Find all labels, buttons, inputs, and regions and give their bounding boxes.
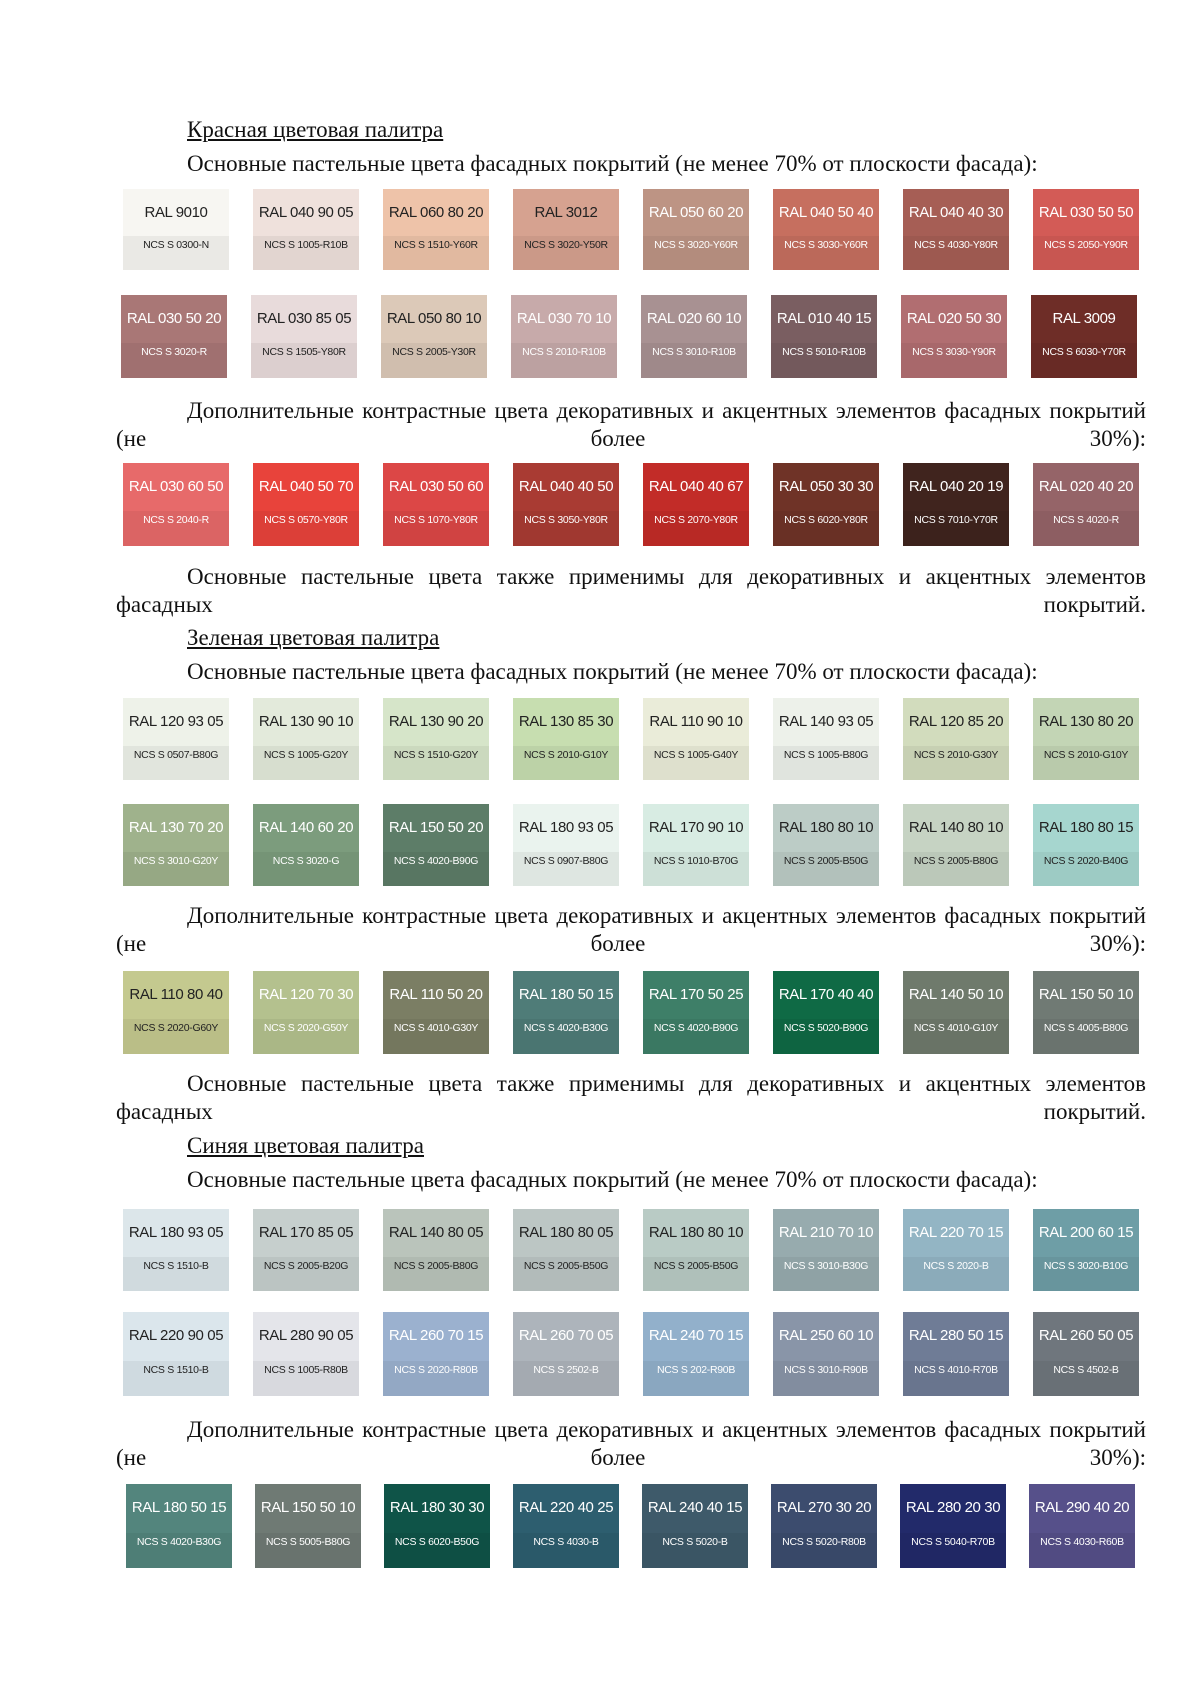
swatch-ncs-code: NCS S 2005-B50G — [523, 1260, 609, 1272]
color-swatch — [253, 698, 359, 780]
swatch-ral-code: RAL 130 85 30 — [518, 713, 614, 730]
swatch-ral-code: RAL 040 40 50 — [518, 478, 614, 495]
swatch-ncs-code: NCS S 2502-B — [533, 1364, 599, 1376]
swatch-ral-code: RAL 010 40 15 — [776, 310, 872, 327]
swatch-ncs-code: NCS S 2020-G50Y — [263, 1022, 349, 1034]
color-swatch — [123, 463, 229, 546]
color-swatch — [126, 1484, 232, 1568]
swatch-ral-code: RAL 150 50 10 — [1038, 986, 1134, 1003]
color-swatch — [771, 295, 877, 378]
red-outro: Основные пастельные цвета также применимы для декоративных и акцентных элементов фасадных покрытий. — [116, 564, 1146, 617]
swatch-ncs-code: NCS S 0300-N — [143, 239, 209, 251]
swatch-ral-code: RAL 170 90 10 — [648, 819, 744, 836]
swatch-ncs-code: NCS S 2020-G60Y — [133, 1022, 219, 1034]
color-swatch — [773, 189, 879, 270]
swatch-ncs-code: NCS S 2050-Y90R — [1044, 239, 1128, 251]
swatch-ncs-code: NCS S 1010-B70G — [653, 855, 739, 867]
swatch-ral-code: RAL 040 50 40 — [778, 204, 874, 221]
color-swatch — [123, 804, 229, 886]
swatch-ncs-code: NCS S 1005-G20Y — [263, 749, 349, 761]
blue-accent-intro: Дополнительные контрастные цвета декоративных и акцентных элементов фасадных покрытий (не более 30%): — [116, 1417, 1146, 1470]
swatch-ral-code: RAL 220 70 15 — [908, 1224, 1004, 1241]
color-swatch — [383, 1312, 489, 1396]
swatch-ncs-code: NCS S 5020-B — [662, 1536, 728, 1548]
green-palette-heading: Зеленая цветовая палитра — [187, 625, 440, 650]
swatch-ral-code: RAL 130 90 10 — [258, 713, 354, 730]
color-swatch — [513, 1209, 619, 1291]
swatch-ral-code: RAL 180 50 15 — [131, 1499, 227, 1516]
color-swatch — [1033, 804, 1139, 886]
color-swatch — [513, 971, 619, 1054]
color-swatch — [773, 1209, 879, 1291]
color-swatch — [513, 1312, 619, 1396]
red-main-row-2 — [0, 295, 1200, 378]
swatch-ral-code: RAL 140 80 10 — [908, 819, 1004, 836]
color-swatch — [123, 971, 229, 1054]
swatch-ncs-code: NCS S 1510-G20Y — [393, 749, 479, 761]
swatch-ncs-code: NCS S 4020-B90G — [393, 855, 479, 867]
blue-palette-heading: Синяя цветовая палитра — [187, 1133, 424, 1158]
swatch-ral-code: RAL 220 90 05 — [128, 1327, 224, 1344]
color-swatch — [642, 1484, 748, 1568]
color-swatch — [1033, 1209, 1139, 1291]
swatch-ral-code: RAL 150 50 10 — [260, 1499, 356, 1516]
swatch-ral-code: RAL 200 60 15 — [1038, 1224, 1134, 1241]
color-swatch — [901, 295, 1007, 378]
red-accent-intro: Дополнительные контрастные цвета декоративных и акцентных элементов фасадных покрытий (не более 30%): — [116, 398, 1146, 451]
color-swatch — [643, 463, 749, 546]
green-outro: Основные пастельные цвета также применимы для декоративных и акцентных элементов фасадных покрытий. — [116, 1071, 1146, 1124]
swatch-ncs-code: NCS S 3010-G20Y — [133, 855, 219, 867]
swatch-ncs-code: NCS S 2010-R10B — [522, 346, 606, 358]
color-swatch — [1033, 698, 1139, 780]
swatch-ral-code: RAL 180 93 05 — [518, 819, 614, 836]
color-swatch — [123, 698, 229, 780]
swatch-ncs-code: NCS S 4010-R70B — [914, 1364, 998, 1376]
swatch-ral-code: RAL 020 50 30 — [906, 310, 1002, 327]
swatch-ncs-code: NCS S 1505-Y80R — [262, 346, 346, 358]
swatch-ncs-code: NCS S 1005-R10B — [264, 239, 348, 251]
swatch-ral-code: RAL 240 70 15 — [648, 1327, 744, 1344]
swatch-ncs-code: NCS S 7010-Y70R — [914, 514, 998, 526]
red-palette-heading: Красная цветовая палитра — [187, 117, 444, 142]
swatch-ncs-code: NCS S 2005-B50G — [783, 855, 869, 867]
swatch-ral-code: RAL 180 30 30 — [389, 1499, 485, 1516]
color-swatch — [513, 463, 619, 546]
color-swatch — [771, 1484, 877, 1568]
color-swatch — [121, 295, 227, 378]
swatch-ncs-code: NCS S 202-R90B — [656, 1364, 736, 1376]
swatch-ncs-code: NCS S 3030-Y60R — [784, 239, 868, 251]
color-swatch — [773, 463, 879, 546]
color-swatch — [643, 971, 749, 1054]
swatch-ncs-code: NCS S 3050-Y80R — [524, 514, 608, 526]
color-swatch — [383, 189, 489, 270]
color-swatch — [643, 1209, 749, 1291]
swatch-ncs-code: NCS S 3020-B10G — [1043, 1260, 1129, 1272]
swatch-ncs-code: NCS S 6020-Y80R — [784, 514, 868, 526]
swatch-ral-code: RAL 130 80 20 — [1038, 713, 1134, 730]
swatch-ncs-code: NCS S 1005-R80B — [264, 1364, 348, 1376]
green-accent-intro: Дополнительные контрастные цвета декоративных и акцентных элементов фасадных покрытий (не более 30%): — [116, 903, 1146, 956]
swatch-ral-code: RAL 280 20 30 — [905, 1499, 1001, 1516]
color-swatch — [903, 1312, 1009, 1396]
swatch-ral-code: RAL 050 30 30 — [778, 478, 874, 495]
swatch-ral-code: RAL 260 50 05 — [1038, 1327, 1134, 1344]
swatch-ral-code: RAL 140 93 05 — [778, 713, 874, 730]
swatch-ncs-code: NCS S 2005-B80G — [913, 855, 999, 867]
swatch-ral-code: RAL 040 40 30 — [908, 204, 1004, 221]
swatch-ncs-code: NCS S 3020-G — [272, 855, 340, 867]
swatch-ral-code: RAL 260 70 05 — [518, 1327, 614, 1344]
swatch-ncs-code: NCS S 3010-R10B — [652, 346, 736, 358]
swatch-ncs-code: NCS S 2020-B40G — [1043, 855, 1129, 867]
color-swatch — [643, 1312, 749, 1396]
swatch-ral-code: RAL 120 85 20 — [908, 713, 1004, 730]
swatch-ncs-code: NCS S 0570-Y80R — [264, 514, 348, 526]
color-swatch — [383, 971, 489, 1054]
color-swatch — [253, 463, 359, 546]
swatch-ncs-code: NCS S 4020-B30G — [136, 1536, 222, 1548]
swatch-ral-code: RAL 060 80 20 — [388, 204, 484, 221]
swatch-ral-code: RAL 050 60 20 — [648, 204, 744, 221]
swatch-ral-code: RAL 110 50 20 — [389, 986, 483, 1003]
swatch-ncs-code: NCS S 4005-B80G — [1043, 1022, 1129, 1034]
swatch-ncs-code: NCS S 4030-R60B — [1040, 1536, 1124, 1548]
swatch-ral-code: RAL 170 50 25 — [648, 986, 744, 1003]
swatch-ral-code: RAL 120 93 05 — [128, 713, 224, 730]
color-swatch — [253, 1312, 359, 1396]
swatch-ncs-code: NCS S 5020-B90G — [783, 1022, 869, 1034]
swatch-ncs-code: NCS S 4010-G10Y — [913, 1022, 999, 1034]
swatch-ncs-code: NCS S 3010-B30G — [783, 1260, 869, 1272]
swatch-ral-code: RAL 040 20 19 — [908, 478, 1004, 495]
swatch-ncs-code: NCS S 4030-B — [533, 1536, 599, 1548]
swatch-ral-code: RAL 270 30 20 — [776, 1499, 872, 1516]
color-swatch — [253, 1209, 359, 1291]
swatch-ral-code: RAL 110 90 10 — [649, 713, 743, 730]
color-swatch — [383, 1209, 489, 1291]
color-swatch — [253, 971, 359, 1054]
color-swatch — [255, 1484, 361, 1568]
color-swatch — [1033, 189, 1139, 270]
color-swatch — [1033, 1312, 1139, 1396]
blue-accent-row — [0, 1484, 1200, 1568]
swatch-ncs-code: NCS S 2010-G10Y — [523, 749, 609, 761]
swatch-ral-code: RAL 260 70 15 — [388, 1327, 484, 1344]
color-swatch — [643, 189, 749, 270]
swatch-ncs-code: NCS S 3010-R90B — [784, 1364, 868, 1376]
swatch-ral-code: RAL 140 80 05 — [388, 1224, 484, 1241]
swatch-ral-code: RAL 290 40 20 — [1034, 1499, 1130, 1516]
color-swatch — [513, 804, 619, 886]
color-swatch — [903, 189, 1009, 270]
color-swatch — [773, 1312, 879, 1396]
blue-main-row-2 — [0, 1312, 1200, 1396]
swatch-ral-code: RAL 120 70 30 — [258, 986, 354, 1003]
color-swatch — [123, 1209, 229, 1291]
swatch-ncs-code: NCS S 5010-R10B — [782, 346, 866, 358]
color-swatch — [1033, 971, 1139, 1054]
swatch-ral-code: RAL 180 50 15 — [518, 986, 614, 1003]
swatch-ral-code: RAL 030 85 05 — [256, 310, 352, 327]
color-swatch — [643, 804, 749, 886]
swatch-ral-code: RAL 030 50 60 — [388, 478, 484, 495]
swatch-ral-code: RAL 150 50 20 — [388, 819, 484, 836]
swatch-ncs-code: NCS S 5005-B80G — [265, 1536, 351, 1548]
swatch-ncs-code: NCS S 2005-B80G — [393, 1260, 479, 1272]
swatch-ncs-code: NCS S 4020-B30G — [523, 1022, 609, 1034]
swatch-ral-code: RAL 140 60 20 — [258, 819, 354, 836]
swatch-ral-code: RAL 170 40 40 — [778, 986, 874, 1003]
swatch-ral-code: RAL 180 80 10 — [778, 819, 874, 836]
swatch-ral-code: RAL 050 80 10 — [386, 310, 482, 327]
swatch-ncs-code: NCS S 4502-B — [1053, 1364, 1119, 1376]
color-swatch — [903, 804, 1009, 886]
green-accent-row — [0, 971, 1200, 1054]
swatch-ncs-code: NCS S 1005-G40Y — [653, 749, 739, 761]
swatch-ncs-code: NCS S 4010-G30Y — [393, 1022, 479, 1034]
swatch-ral-code: RAL 020 60 10 — [646, 310, 742, 327]
swatch-ral-code: RAL 210 70 10 — [778, 1224, 874, 1241]
blue-main-row-1 — [0, 1209, 1200, 1291]
swatch-ral-code: RAL 130 70 20 — [128, 819, 224, 836]
swatch-ral-code: RAL 240 40 15 — [647, 1499, 743, 1516]
swatch-ral-code: RAL 180 80 05 — [518, 1224, 614, 1241]
color-swatch — [1029, 1484, 1135, 1568]
swatch-ral-code: RAL 3009 — [1052, 310, 1116, 327]
swatch-ncs-code: NCS S 4030-Y80R — [914, 239, 998, 251]
swatch-ncs-code: NCS S 2020-B — [923, 1260, 989, 1272]
green-main-row-1 — [0, 698, 1200, 780]
swatch-ral-code: RAL 250 60 10 — [778, 1327, 874, 1344]
color-swatch — [1031, 295, 1137, 378]
swatch-ncs-code: NCS S 2005-B50G — [653, 1260, 739, 1272]
swatch-ncs-code: NCS S 3020-R — [141, 346, 207, 358]
swatch-ncs-code: NCS S 2010-G10Y — [1043, 749, 1129, 761]
color-swatch — [641, 295, 747, 378]
swatch-ncs-code: NCS S 2040-R — [143, 514, 209, 526]
swatch-ral-code: RAL 180 80 10 — [648, 1224, 744, 1241]
swatch-ncs-code: NCS S 1510-Y60R — [394, 239, 478, 251]
red-main-intro: Основные пастельные цвета фасадных покрытий (не менее 70% от плоскости фасада): — [187, 151, 1038, 176]
color-swatch — [773, 804, 879, 886]
swatch-ral-code: RAL 9010 — [144, 204, 208, 221]
swatch-ncs-code: NCS S 2005-Y30R — [392, 346, 476, 358]
swatch-ncs-code: NCS S 5040-R70B — [911, 1536, 995, 1548]
swatch-ncs-code: NCS S 3020-Y50R — [524, 239, 608, 251]
color-swatch — [1033, 463, 1139, 546]
swatch-ral-code: RAL 180 93 05 — [128, 1224, 224, 1241]
color-swatch — [383, 804, 489, 886]
color-swatch — [773, 971, 879, 1054]
swatch-ncs-code: NCS S 1510-B — [143, 1260, 209, 1272]
swatch-ral-code: RAL 030 60 50 — [128, 478, 224, 495]
swatch-ral-code: RAL 220 40 25 — [518, 1499, 614, 1516]
color-swatch — [903, 971, 1009, 1054]
swatch-ral-code: RAL 030 50 50 — [1038, 204, 1134, 221]
color-swatch — [903, 1209, 1009, 1291]
color-swatch — [643, 698, 749, 780]
swatch-ncs-code: NCS S 6030-Y70R — [1042, 346, 1126, 358]
swatch-ncs-code: NCS S 0507-B80G — [133, 749, 219, 761]
swatch-ral-code: RAL 030 50 20 — [126, 310, 222, 327]
color-swatch — [513, 698, 619, 780]
color-swatch — [123, 189, 229, 270]
swatch-ral-code: RAL 020 40 20 — [1038, 478, 1134, 495]
swatch-ncs-code: NCS S 4020-R — [1053, 514, 1119, 526]
swatch-ral-code: RAL 280 50 15 — [908, 1327, 1004, 1344]
color-swatch — [383, 463, 489, 546]
swatch-ncs-code: NCS S 3030-Y90R — [912, 346, 996, 358]
swatch-ncs-code: NCS S 3020-Y60R — [654, 239, 738, 251]
swatch-ncs-code: NCS S 2020-R80B — [394, 1364, 478, 1376]
swatch-ral-code: RAL 140 50 10 — [908, 986, 1004, 1003]
blue-main-intro: Основные пастельные цвета фасадных покрытий (не менее 70% от плоскости фасада): — [187, 1167, 1038, 1192]
color-swatch — [511, 295, 617, 378]
color-swatch — [903, 698, 1009, 780]
swatch-ncs-code: NCS S 5020-R80B — [782, 1536, 866, 1548]
color-swatch — [251, 295, 357, 378]
swatch-ral-code: RAL 130 90 20 — [388, 713, 484, 730]
color-swatch — [773, 698, 879, 780]
swatch-ral-code: RAL 180 80 15 — [1038, 819, 1134, 836]
swatch-ncs-code: NCS S 2070-Y80R — [654, 514, 738, 526]
swatch-ral-code: RAL 110 80 40 — [129, 986, 223, 1003]
swatch-ncs-code: NCS S 1070-Y80R — [394, 514, 478, 526]
red-accent-row — [0, 463, 1200, 546]
swatch-ral-code: RAL 040 50 70 — [258, 478, 354, 495]
color-swatch — [903, 463, 1009, 546]
red-main-row-1 — [0, 189, 1200, 270]
swatch-ncs-code: NCS S 1510-B — [143, 1364, 209, 1376]
color-swatch — [253, 189, 359, 270]
swatch-ncs-code: NCS S 4020-B90G — [653, 1022, 739, 1034]
color-swatch — [383, 698, 489, 780]
green-main-intro: Основные пастельные цвета фасадных покрытий (не менее 70% от плоскости фасада): — [187, 659, 1038, 684]
color-swatch — [900, 1484, 1006, 1568]
color-swatch — [381, 295, 487, 378]
swatch-ncs-code: NCS S 2005-B20G — [263, 1260, 349, 1272]
swatch-ncs-code: NCS S 2010-G30Y — [913, 749, 999, 761]
swatch-ral-code: RAL 3012 — [534, 204, 598, 221]
color-swatch — [253, 804, 359, 886]
swatch-ral-code: RAL 040 90 05 — [258, 204, 354, 221]
green-main-row-2 — [0, 804, 1200, 886]
swatch-ral-code: RAL 040 40 67 — [648, 478, 744, 495]
color-swatch — [513, 189, 619, 270]
swatch-ncs-code: NCS S 6020-B50G — [394, 1536, 480, 1548]
color-swatch — [513, 1484, 619, 1568]
swatch-ncs-code: NCS S 1005-B80G — [783, 749, 869, 761]
color-swatch — [384, 1484, 490, 1568]
swatch-ral-code: RAL 170 85 05 — [258, 1224, 354, 1241]
color-swatch — [123, 1312, 229, 1396]
swatch-ral-code: RAL 030 70 10 — [516, 310, 612, 327]
swatch-ral-code: RAL 280 90 05 — [258, 1327, 354, 1344]
swatch-ncs-code: NCS S 0907-B80G — [523, 855, 609, 867]
